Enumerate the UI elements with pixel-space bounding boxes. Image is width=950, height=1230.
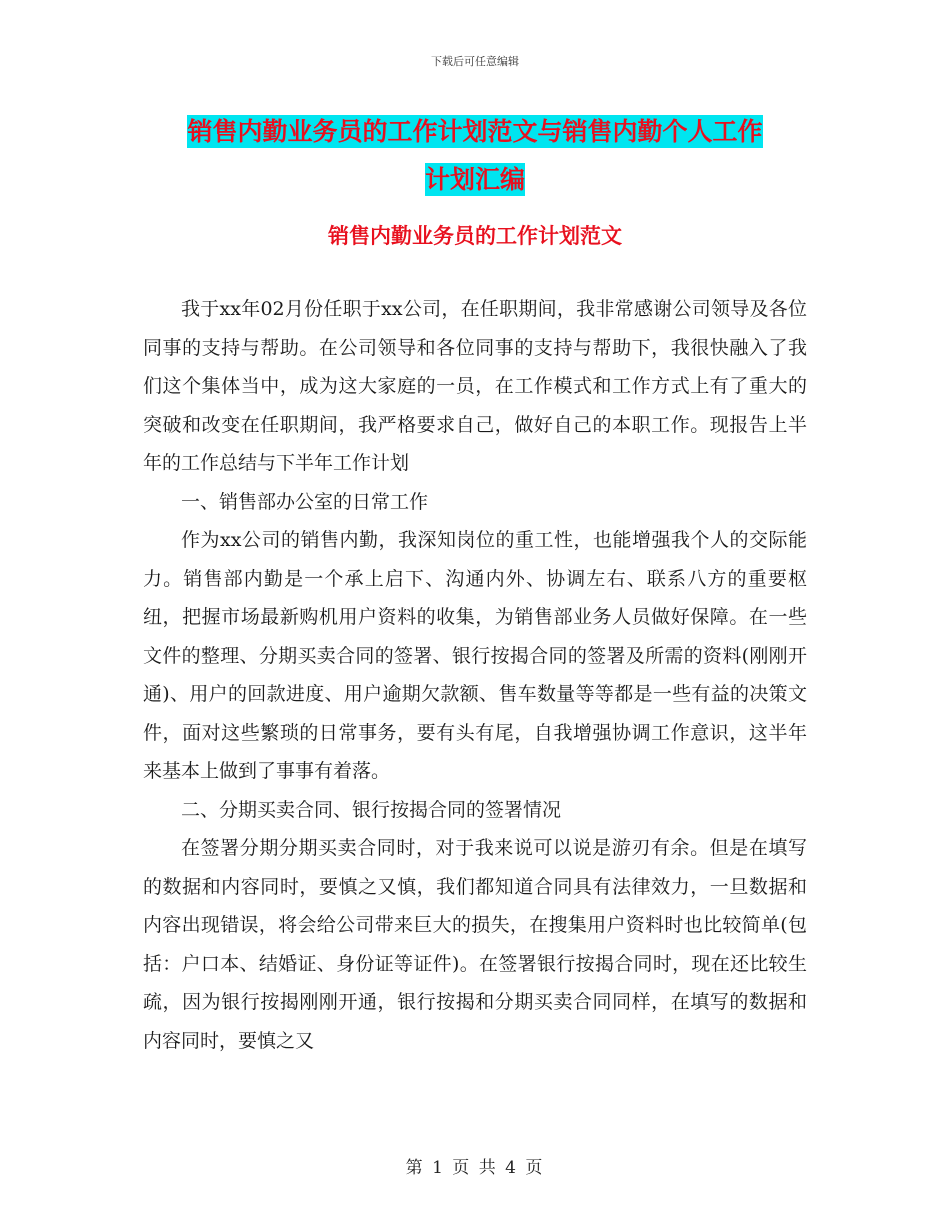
paragraph-1: 作为xx公司的销售内勤，我深知岗位的重工性，也能增强我个人的交际能力。销售部内勤是一个承上启下、沟通内外、协调左右、联系八方的重要枢纽，把握市场最新购机用户资料的收集，为销售部业务人员做好保障。在一些文件的整理、分期买卖合同的签署、银行按揭合同的签署及所需的资料(刚刚开通)、用户的回款进度、用户逾期欠款额、售车数量等等都是一些有益的决策文件，面对这些繁琐的日常事务，要有头有尾，自我增强协调工作意识，这半年来基本上做到了事事有着落。: [143, 529, 807, 782]
section-title: 销售内勤业务员的工作计划范文: [328, 224, 622, 248]
page-footer: 第 1 页 共 4 页: [405, 1158, 545, 1178]
paragraph-intro: 我于xx年02月份任职于xx公司，在任职期间，我非常感谢公司领导及各位同事的支持与帮助。在公司领导和各位同事的支持与帮助下，我很快融入了我们这个集体当中，成为这大家庭的一员，在工作模式和工作方式上有了重大的突破和改变在任职期间，我严格要求自己，做好自己的本职工作。现报告上半年的工作总结与下半年工作计划: [143, 298, 807, 474]
document-title-line-2: 计划汇编: [424, 165, 525, 194]
heading-2: 二、分期买卖合同、银行按揭合同的签署情况: [181, 798, 562, 821]
document-title-line-1: 销售内勤业务员的工作计划范文与销售内勤个人工作: [187, 117, 763, 146]
paragraph-2: 在签署分期分期买卖合同时，对于我来说可以说是游刃有余。但是在填写的数据和内容同时，要慎之又慎，我们都知道合同具有法律效力，一旦数据和内容出现错误，将会给公司带来巨大的损失，在搜集用户资料时也比较简单(包括：户口本、结婚证、身份证等证件)。在签署银行按揭合同时，现在还比较生疏，因为银行按揭刚刚开通，银行按揭和分期买卖合同同样，在填写的数据和内容同时，要慎之又: [143, 837, 807, 1052]
header-note: 下载后可任意编辑: [431, 55, 519, 68]
document-title: [140, 108, 810, 204]
heading-1: 一、销售部办公室的日常工作: [181, 490, 429, 513]
document-body: [143, 290, 807, 1060]
